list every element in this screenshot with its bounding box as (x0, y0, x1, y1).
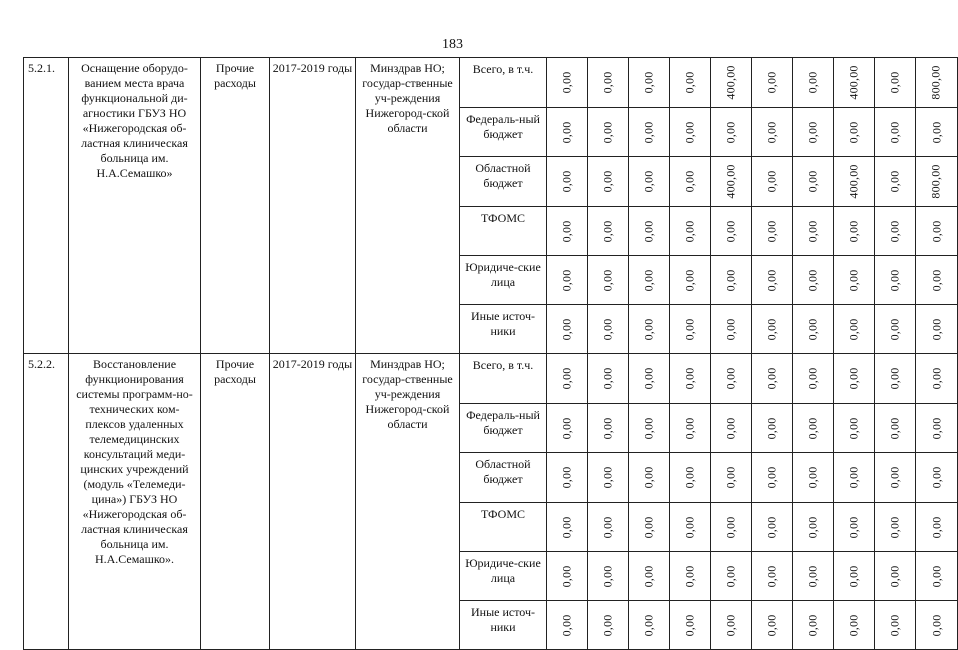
amount-cell (588, 404, 629, 453)
amount-value: 0,00 (929, 318, 943, 340)
amount-value: 0,00 (600, 220, 615, 242)
amount-cell (629, 453, 670, 503)
amount-value: 0,00 (764, 318, 779, 340)
amount-cell (834, 157, 875, 207)
funding-source: Иные источ-ники (460, 601, 547, 650)
amount-value: 0,00 (846, 516, 861, 538)
funding-source: Юридиче-ские лица (460, 552, 547, 601)
amount-cell (834, 305, 875, 354)
amount-value: 0,00 (682, 220, 697, 242)
table-row (24, 58, 958, 108)
amount-cell (752, 305, 793, 354)
amount-value: 0,00 (764, 367, 779, 390)
amount-value: 0,00 (846, 417, 861, 439)
amount-value: 0,00 (682, 170, 697, 193)
amount-value: 0,00 (887, 71, 902, 94)
amount-value: 0,00 (641, 417, 656, 439)
amount-cell (547, 453, 588, 503)
amount-value: 0,00 (723, 367, 738, 390)
amount-cell (670, 207, 711, 256)
amount-value: 0,00 (887, 220, 902, 242)
amount-cell (875, 404, 916, 453)
amount-cell (752, 503, 793, 552)
amount-cell (588, 503, 629, 552)
amount-value: 0,00 (764, 614, 779, 636)
amount-value: 0,00 (723, 318, 738, 340)
amount-cell (793, 354, 834, 404)
amount-value: 0,00 (600, 269, 615, 291)
amount-value: 0,00 (600, 121, 615, 143)
amount-cell (793, 453, 834, 503)
amount-value: 0,00 (682, 466, 697, 489)
amount-value: 0,00 (559, 565, 574, 587)
amount-cell (793, 601, 834, 650)
period: 2017-2019 годы (270, 58, 356, 354)
amount-value: 0,00 (929, 417, 943, 439)
amount-cell (916, 157, 958, 207)
amount-value: 0,00 (682, 516, 697, 538)
amount-cell (793, 503, 834, 552)
amount-value: 400,00 (846, 164, 861, 199)
amount-value: 0,00 (600, 71, 615, 94)
amount-cell (916, 108, 958, 157)
amount-cell (752, 207, 793, 256)
amount-value: 0,00 (764, 466, 779, 489)
amount-cell (752, 601, 793, 650)
amount-value: 0,00 (805, 367, 820, 390)
amount-value: 0,00 (929, 466, 943, 489)
amount-cell (588, 207, 629, 256)
amount-cell (752, 108, 793, 157)
amount-value: 0,00 (559, 220, 574, 242)
section-number: 5.2.2. (24, 354, 69, 650)
amount-value: 0,00 (641, 516, 656, 538)
amount-cell (629, 404, 670, 453)
amount-cell (670, 108, 711, 157)
amount-cell (916, 305, 958, 354)
funding-source: Всего, в т.ч. (460, 354, 547, 404)
amount-value: 0,00 (682, 565, 697, 587)
amount-cell (711, 453, 752, 503)
amount-cell (711, 601, 752, 650)
amount-cell (670, 305, 711, 354)
amount-cell (834, 601, 875, 650)
amount-cell (875, 503, 916, 552)
amount-value: 0,00 (805, 614, 820, 636)
amount-cell (916, 601, 958, 650)
amount-cell (916, 207, 958, 256)
amount-cell (711, 58, 752, 108)
amount-cell (834, 207, 875, 256)
amount-cell (793, 157, 834, 207)
amount-cell (752, 354, 793, 404)
amount-value: 0,00 (559, 367, 574, 390)
amount-value: 0,00 (764, 565, 779, 587)
amount-value: 0,00 (805, 318, 820, 340)
period: 2017-2019 годы (270, 354, 356, 650)
amount-value: 0,00 (846, 614, 861, 636)
amount-value: 0,00 (846, 565, 861, 587)
amount-cell (588, 256, 629, 305)
amount-value: 0,00 (723, 121, 738, 143)
amount-cell (588, 108, 629, 157)
amount-value: 0,00 (559, 466, 574, 489)
amount-cell (588, 305, 629, 354)
amount-cell (752, 58, 793, 108)
amount-cell (629, 601, 670, 650)
amount-value: 0,00 (723, 614, 738, 636)
amount-value: 0,00 (559, 170, 574, 193)
amount-cell (916, 503, 958, 552)
amount-cell (629, 108, 670, 157)
amount-value: 0,00 (805, 220, 820, 242)
amount-cell (875, 552, 916, 601)
amount-cell (588, 58, 629, 108)
amount-cell (670, 404, 711, 453)
amount-value: 0,00 (559, 121, 574, 143)
amount-cell (588, 453, 629, 503)
amount-cell (629, 58, 670, 108)
amount-value: 800,00 (928, 65, 943, 100)
amount-value: 0,00 (805, 170, 820, 193)
section-name: Оснащение оборудо-ванием места врача функциональной ди-агностики ГБУЗ НО «Нижегородская об-ластная клиническая больница им. Н.А.Семашко» (69, 58, 201, 354)
amount-cell (875, 305, 916, 354)
amount-cell (629, 207, 670, 256)
amount-cell (711, 404, 752, 453)
amount-value: 0,00 (887, 516, 902, 538)
amount-cell (547, 601, 588, 650)
amount-value: 0,00 (641, 466, 656, 489)
amount-cell (711, 354, 752, 404)
amount-cell (916, 256, 958, 305)
expense-type: Прочие расходы (201, 58, 270, 354)
amount-cell (793, 552, 834, 601)
amount-cell (670, 453, 711, 503)
amount-value: 0,00 (929, 614, 943, 636)
amount-value: 0,00 (641, 269, 656, 291)
amount-cell (711, 552, 752, 601)
amount-cell (629, 157, 670, 207)
amount-value: 0,00 (764, 170, 779, 193)
amount-value: 0,00 (846, 121, 861, 143)
amount-cell (875, 207, 916, 256)
amount-cell (588, 552, 629, 601)
amount-value: 0,00 (805, 466, 820, 489)
amount-value: 400,00 (846, 65, 861, 100)
amount-value: 0,00 (723, 516, 738, 538)
amount-value: 0,00 (682, 367, 697, 390)
amount-value: 0,00 (723, 466, 738, 489)
amount-cell (916, 552, 958, 601)
amount-value: 0,00 (723, 565, 738, 587)
amount-value: 0,00 (641, 71, 656, 94)
amount-cell (752, 552, 793, 601)
amount-value: 0,00 (682, 614, 697, 636)
amount-value: 0,00 (641, 565, 656, 587)
amount-cell (875, 354, 916, 404)
amount-value: 0,00 (805, 71, 820, 94)
amount-cell (793, 404, 834, 453)
amount-cell (834, 552, 875, 601)
amount-cell (711, 305, 752, 354)
amount-cell (547, 354, 588, 404)
amount-value: 0,00 (846, 466, 861, 489)
amount-cell (916, 354, 958, 404)
amount-value: 0,00 (764, 220, 779, 242)
amount-cell (834, 256, 875, 305)
amount-value: 0,00 (559, 269, 574, 291)
amount-cell (875, 256, 916, 305)
amount-cell (793, 58, 834, 108)
amount-value: 0,00 (764, 121, 779, 143)
amount-cell (875, 601, 916, 650)
amount-cell (875, 108, 916, 157)
amount-value: 0,00 (846, 220, 861, 242)
funding-source: Всего, в т.ч. (460, 58, 547, 108)
amount-value: 0,00 (600, 417, 615, 439)
amount-cell (670, 601, 711, 650)
amount-value: 0,00 (600, 170, 615, 193)
amount-value: 0,00 (559, 516, 574, 538)
amount-cell (711, 503, 752, 552)
amount-value: 0,00 (723, 220, 738, 242)
amount-value: 0,00 (600, 466, 615, 489)
amount-value: 0,00 (641, 121, 656, 143)
amount-cell (547, 157, 588, 207)
amount-cell (752, 453, 793, 503)
amount-value: 0,00 (641, 170, 656, 193)
amount-cell (834, 503, 875, 552)
amount-value: 0,00 (723, 417, 738, 439)
amount-cell (752, 157, 793, 207)
amount-value: 0,00 (641, 220, 656, 242)
amount-cell (793, 108, 834, 157)
amount-cell (752, 404, 793, 453)
amount-value: 0,00 (682, 269, 697, 291)
amount-value: 0,00 (600, 318, 615, 340)
amount-cell (670, 552, 711, 601)
amount-value: 0,00 (682, 71, 697, 94)
amount-cell (875, 453, 916, 503)
amount-cell (875, 58, 916, 108)
amount-value: 0,00 (682, 417, 697, 439)
funding-source: Юридиче-ские лица (460, 256, 547, 305)
amount-value: 0,00 (929, 367, 943, 390)
amount-cell (834, 354, 875, 404)
amount-cell (547, 503, 588, 552)
funding-source: Областной бюджет (460, 157, 547, 207)
amount-value: 0,00 (600, 516, 615, 538)
funding-source: Иные источ-ники (460, 305, 547, 354)
amount-value: 0,00 (887, 417, 902, 439)
amount-value: 0,00 (600, 367, 615, 390)
amount-cell (547, 305, 588, 354)
amount-cell (670, 157, 711, 207)
amount-cell (711, 207, 752, 256)
amount-value: 0,00 (559, 71, 574, 94)
amount-cell (793, 256, 834, 305)
amount-value: 0,00 (887, 466, 902, 489)
amount-cell (670, 503, 711, 552)
amount-value: 0,00 (846, 269, 861, 291)
amount-value: 0,00 (929, 121, 943, 143)
amount-value: 0,00 (929, 269, 943, 291)
amount-cell (629, 503, 670, 552)
section-name: Восстановление функционирования системы программ-но-технических ком-плексов удаленных телемедицинских консультаций меди-цинских учреждений (модуль «Телемеди-цина») ГБУЗ НО «Нижегородская об-ластная клиническая больница им. Н.А.Семашко». (69, 354, 201, 650)
amount-value: 0,00 (929, 516, 943, 538)
funding-source: Областной бюджет (460, 453, 547, 503)
budget-table (23, 57, 958, 650)
table-row (24, 354, 958, 404)
amount-cell (588, 157, 629, 207)
amount-cell (711, 256, 752, 305)
amount-value: 0,00 (805, 417, 820, 439)
amount-cell (793, 305, 834, 354)
amount-value: 0,00 (764, 417, 779, 439)
amount-value: 0,00 (764, 269, 779, 291)
amount-cell (834, 453, 875, 503)
amount-value: 400,00 (723, 164, 738, 199)
amount-value: 0,00 (929, 565, 943, 587)
amount-value: 800,00 (928, 164, 943, 199)
page-number: 183 (442, 37, 463, 52)
amount-cell (711, 157, 752, 207)
amount-value: 400,00 (723, 65, 738, 100)
amount-value: 0,00 (764, 71, 779, 94)
budget-table-body (24, 58, 958, 650)
amount-value: 0,00 (887, 170, 902, 193)
amount-value: 0,00 (559, 318, 574, 340)
amount-value: 0,00 (805, 516, 820, 538)
amount-value: 0,00 (559, 417, 574, 439)
amount-value: 0,00 (846, 318, 861, 340)
amount-cell (547, 552, 588, 601)
amount-cell (629, 256, 670, 305)
expense-type: Прочие расходы (201, 354, 270, 650)
amount-value: 0,00 (805, 121, 820, 143)
amount-cell (670, 354, 711, 404)
amount-cell (916, 404, 958, 453)
amount-value: 0,00 (641, 367, 656, 390)
amount-value: 0,00 (559, 614, 574, 636)
amount-cell (629, 552, 670, 601)
amount-cell (670, 256, 711, 305)
amount-cell (629, 354, 670, 404)
amount-cell (547, 256, 588, 305)
amount-value: 0,00 (887, 318, 902, 340)
amount-value: 0,00 (723, 269, 738, 291)
amount-cell (834, 58, 875, 108)
amount-cell (711, 108, 752, 157)
amount-cell (834, 404, 875, 453)
amount-cell (547, 207, 588, 256)
amount-value: 0,00 (887, 614, 902, 636)
amount-value: 0,00 (764, 516, 779, 538)
funding-source: Федераль-ный бюджет (460, 108, 547, 157)
funding-source: ТФОМС (460, 207, 547, 256)
executor: Минздрав НО; государ-ственные уч-реждения Нижегород-ской области (356, 354, 460, 650)
amount-value: 0,00 (887, 269, 902, 291)
amount-value: 0,00 (887, 121, 902, 143)
amount-cell (916, 453, 958, 503)
amount-cell (670, 58, 711, 108)
amount-value: 0,00 (682, 121, 697, 143)
amount-value: 0,00 (641, 614, 656, 636)
amount-cell (834, 108, 875, 157)
amount-value: 0,00 (887, 565, 902, 587)
amount-value: 0,00 (805, 565, 820, 587)
amount-cell (793, 207, 834, 256)
funding-source: ТФОМС (460, 503, 547, 552)
amount-cell (547, 108, 588, 157)
amount-value: 0,00 (682, 318, 697, 340)
section-number: 5.2.1. (24, 58, 69, 354)
amount-value: 0,00 (846, 367, 861, 390)
amount-cell (588, 354, 629, 404)
amount-value: 0,00 (600, 565, 615, 587)
amount-cell (916, 58, 958, 108)
amount-value: 0,00 (641, 318, 656, 340)
funding-source: Федераль-ный бюджет (460, 404, 547, 453)
amount-value: 0,00 (887, 367, 902, 390)
amount-cell (547, 404, 588, 453)
amount-value: 0,00 (929, 220, 943, 242)
amount-value: 0,00 (805, 269, 820, 291)
amount-cell (547, 58, 588, 108)
amount-cell (588, 601, 629, 650)
amount-value: 0,00 (600, 614, 615, 636)
amount-cell (875, 157, 916, 207)
executor: Минздрав НО; государ-ственные уч-реждения Нижегород-ской области (356, 58, 460, 354)
amount-cell (752, 256, 793, 305)
amount-cell (629, 305, 670, 354)
